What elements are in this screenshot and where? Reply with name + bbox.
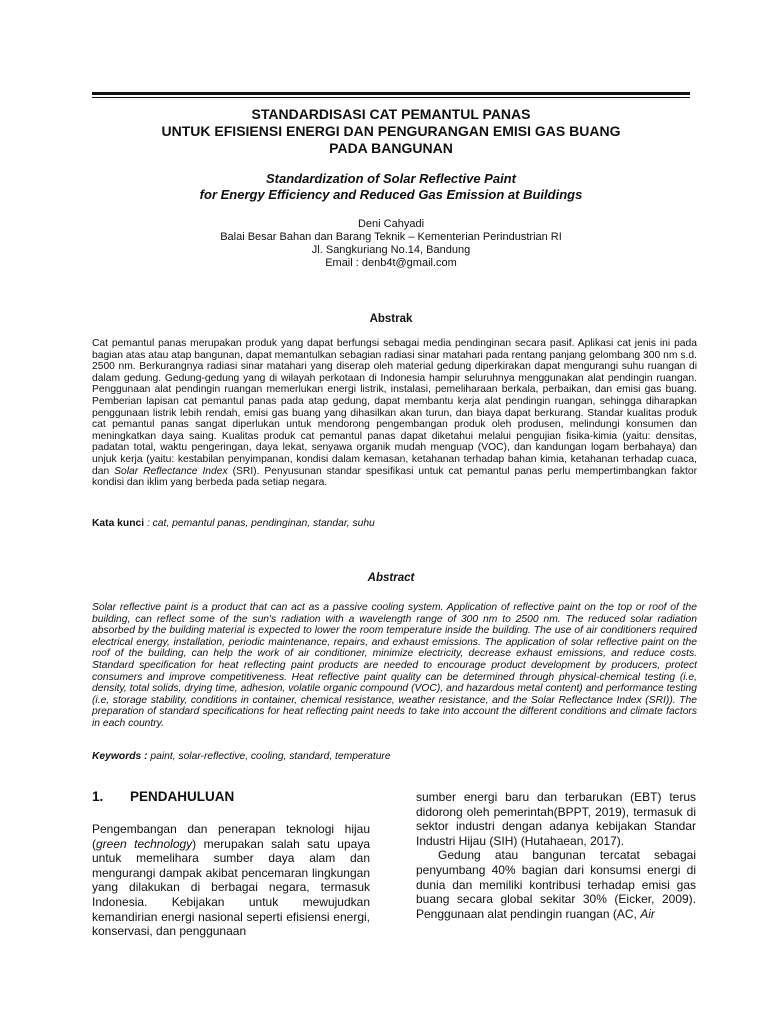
header-rule-thick	[92, 92, 690, 95]
subtitle-line-2: for Energy Efficiency and Reduced Gas Emission at Buildings	[199, 187, 583, 202]
author-block	[92, 218, 690, 270]
author-email: Email : denb4t@gmail.com	[325, 257, 457, 269]
header-rule-thin	[92, 97, 690, 98]
author-name: Deni Cahyadi	[357, 218, 425, 230]
intro-right-text-a: Gedung atau bangunan tercatat sebagai penyumbang 40% bagian dari konsumsi energi di dunia dan memiliki kontribusi terhadap emisi gas buang secara global sekitar 30% (Eicker, 2009). Penggunaan alat pendingin ruangan (AC,	[416, 848, 696, 921]
subtitle-line-1: Standardization of Solar Reflective Paint	[266, 171, 516, 186]
abstract-body: Solar reflective paint is a product that can act as a passive cooling system. Application of reflective paint on the top or roof of the building, can reflect some of the sun's radiation with a wavelength range of 300 nm to 2500 nm. The reduced solar radiation absorbed by the building material is expected to lower the room temperature inside the building. The use of air conditioners required electrical energy, installation, periodic maintenance, repairs, and exhaust emissions. The application of solar reflective paint on the roof of the building, can help the work of air conditioner, minimize electricity, decrease exhaust emissions, and reduce costs. Standard specification for heat reflecting paint products are needed to encourage product development by producers, protect consumers and improve competitiveness. Heat reflective paint quality can be determined through physical-chemical testing (i.e, density, total solids, drying time, adhesion, volatile organic compound (VOC), and hazardous metal content) and performance testing (i.e, storage stability, conditions in container, chemical resistance, weather resistance, and the Solar Reflectance Index (SRI)). The preparation of standard specifications for heat reflecting paint needs to take into account the different conditions and climate factors in each country.	[92, 602, 697, 729]
abstrak-heading: Abstrak	[369, 313, 413, 325]
author-affiliation: Balai Besar Bahan dan Barang Teknik – Kementerian Perindustrian RI	[220, 231, 562, 243]
abstrak-body	[92, 338, 697, 489]
title-line-1: STANDARDISASI CAT PEMANTUL PANAS	[251, 106, 531, 122]
intro-paragraph-right-1: sumber energi baru dan terbarukan (EBT) terus didorong oleh pemerintah(BPPT, 2019), termasuk di sektor industri dengan adanya kebijakan Standar Industri Hijau (SIH) (Hutahaean, 2017).	[416, 790, 696, 848]
abstrak-text-b: (SRI). Penyusunan standar spesifikasi untuk cat pemantul panas perlu mempertimbangkan faktor kondisi dan iklim yang berbeda pada setiap negara.	[92, 465, 698, 489]
keywords-label: Keywords :	[92, 751, 148, 762]
kata-kunci-label: Kata kunci	[92, 518, 145, 529]
section-heading	[92, 789, 370, 804]
paper-title	[92, 106, 690, 157]
right-column	[416, 790, 696, 921]
keywords	[92, 751, 697, 763]
abstrak-text-a: Cat pemantul panas merupakan produk yang dapat berfungsi sebagai media pendinginan secara pasif. Aplikasi cat jenis ini pada bagian atas atau atap bangunan, dapat memantulkan sebagian radiasi sinar matahari pada rentang panjang gelombang 300 nm s.d. 2500 nm. Berkurangnya radiasi sinar matahari yang diserap oleh material gedung diperkirakan dapat mengurangi suhu ruangan di dalam gedung. Gedung-gedung yang di wilayah perkotaan di Indonesia hampir seluruhnya menggunakan alat pendingin ruangan. Penggunaan alat pendingin ruangan memerlukan energi listrik, instalasi, pemeliharaan berkala, perbaikan, dan emisi gas buang. Pemberian lapisan cat pemantul panas pada atap gedung, dapat membantu kerja alat pendingin ruangan, sehingga diharapkan penggunaan listrik lebih rendah, emisi gas buang yang dihasilkan akan turun, dan biaya dapat berkurang. Standar kualitas produk cat pemantul panas sangat diperlukan untuk mendorong pengembangan produk oleh produsen, melindungi konsumen dan meningkatkan daya saing. Kualitas produk cat pemantul panas dapat diketahui melalui pengujian fisika-kimia (yaitu: densitas, padatan total, waktu pengeringan, daya lekat, senyawa organik mudah menguap (VOC), dan kandungan logam berbahaya) dan unjuk kerja (yaitu: kestabilan penyimpanan, kondisi dalam kemasan, ketahanan terhadap bahan kimia, ketahanan terhadap cuaca, dan	[92, 338, 697, 477]
author-address: Jl. Sangkuriang No.14, Bandung	[311, 244, 471, 256]
title-line-3: PADA BANGUNAN	[329, 140, 453, 156]
paper-subtitle-english	[92, 171, 690, 203]
title-line-2: UNTUK EFISIENSI ENERGI DAN PENGURANGAN EMISI GAS BUANG	[161, 123, 621, 139]
kata-kunci-value: : cat, pemantul panas, pendinginan, standar, suhu	[144, 518, 375, 529]
intro-left-text-b: ) merupakan salah satu upaya untuk memelihara sumber daya alam dan mengurangi dampak akibat pencemaran lingkungan yang dilakukan di berbagai negara, termasuk Indonesia. Kebijakan untuk mewujudkan kemandirian energi nasional seperti efisiensi energi, konservasi, dan penggunaan	[92, 836, 370, 939]
kata-kunci	[92, 518, 697, 530]
abstract-heading: Abstract	[367, 572, 415, 584]
intro-paragraph-left	[92, 822, 370, 939]
intro-right-italic: Air	[640, 906, 655, 921]
left-column	[92, 789, 370, 939]
section-title: PENDAHULUAN	[130, 789, 235, 804]
keywords-value: paint, solar-reflective, cooling, standard, temperature	[147, 751, 391, 762]
intro-paragraph-right-2	[416, 848, 696, 921]
abstrak-text-italic: Solar Reflectance Index	[114, 465, 228, 477]
intro-left-text-a: Pengembangan dan penerapan teknologi hijau (	[92, 822, 370, 851]
section-number: 1.	[92, 789, 104, 804]
intro-left-italic: green technology	[96, 836, 193, 851]
